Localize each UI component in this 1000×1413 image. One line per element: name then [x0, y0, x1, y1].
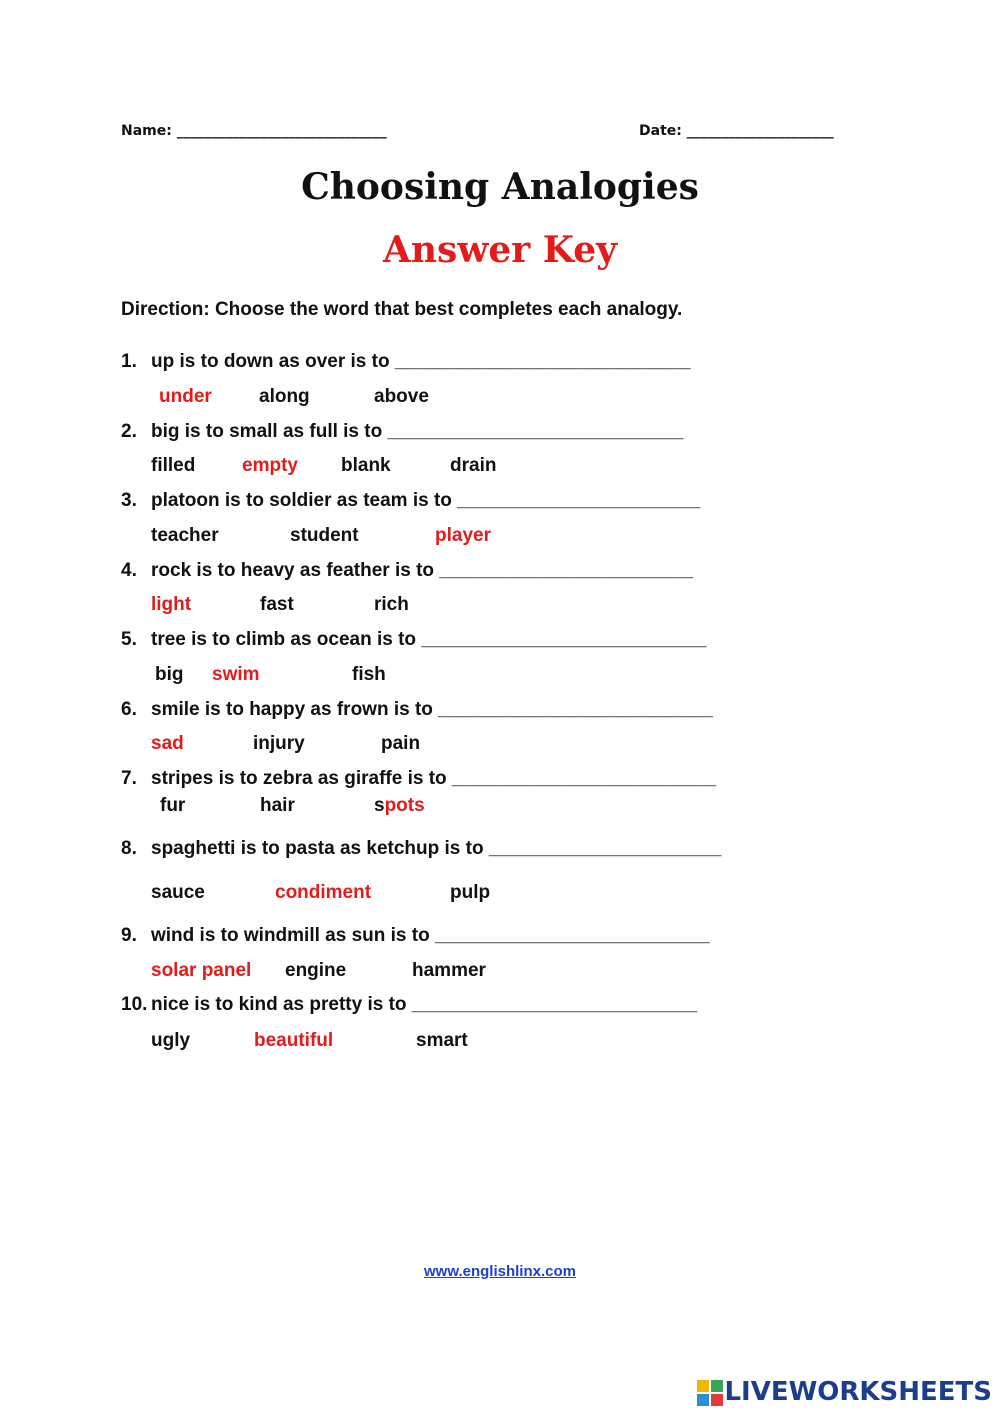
- option: blank: [341, 455, 391, 476]
- option: teacher: [151, 525, 219, 546]
- option: filled: [151, 455, 196, 476]
- name-field-label: Name: ______________________________: [121, 123, 387, 139]
- option: sauce: [151, 882, 205, 903]
- question-stem: stripes is to zebra as giraffe is to _________________________: [151, 768, 717, 789]
- question-number: 9.: [121, 925, 137, 946]
- question-number: 1.: [121, 351, 137, 372]
- option-answer: beautiful: [254, 1030, 334, 1051]
- option: student: [290, 525, 359, 546]
- option: along: [259, 386, 310, 407]
- question-number: 8.: [121, 838, 137, 859]
- option-answer: light: [151, 594, 192, 615]
- option-answer: sad: [151, 733, 184, 754]
- question-number: 3.: [121, 490, 137, 511]
- question-number: 4.: [121, 560, 137, 581]
- option: pulp: [450, 882, 491, 903]
- option-answer: empty: [242, 455, 298, 476]
- page-title: Choosing Analogies: [301, 166, 699, 208]
- page-subtitle: Answer Key: [382, 229, 618, 271]
- liveworksheets-brand[interactable]: LIVEWORKSHEETS: [724, 1377, 992, 1407]
- option-answer: player: [435, 525, 491, 546]
- option-answer: under: [159, 386, 212, 407]
- question-stem: wind is to windmill as sun is to __________________________: [151, 925, 710, 946]
- option: fur: [160, 795, 186, 816]
- question-number: 5.: [121, 629, 137, 650]
- source-link[interactable]: www.englishlinx.com: [424, 1263, 576, 1280]
- option: drain: [450, 455, 497, 476]
- option: engine: [285, 960, 347, 981]
- question-number: 2.: [121, 421, 137, 442]
- option: pain: [381, 733, 421, 754]
- option: smart: [416, 1030, 468, 1051]
- question-stem: big is to small as full is to ____________________________: [151, 421, 684, 442]
- question-stem: spaghetti is to pasta as ketchup is to ______________________: [151, 838, 722, 859]
- direction-text: Direction: Choose the word that best completes each analogy.: [121, 299, 683, 320]
- liveworksheets-logo-icon: [697, 1380, 723, 1406]
- option: hair: [260, 795, 295, 816]
- option-answer: condiment: [275, 882, 372, 903]
- question-stem: rock is to heavy as feather is to ________________________: [151, 560, 693, 581]
- option: hammer: [412, 960, 486, 981]
- question-number: 7.: [121, 768, 137, 789]
- option-answer: solar panel: [151, 960, 252, 981]
- option-answer-prefix-text: s: [374, 795, 385, 816]
- question-stem: platoon is to soldier as team is to _______________________: [151, 490, 701, 511]
- option-answer: pots: [384, 795, 425, 816]
- question-stem: smile is to happy as frown is to __________________________: [151, 699, 713, 720]
- question-stem: nice is to kind as pretty is to ___________________________: [151, 994, 698, 1015]
- date-field-label: Date: _____________________: [639, 123, 834, 139]
- option: fish: [352, 664, 386, 685]
- option: above: [374, 386, 429, 407]
- option: big: [155, 664, 184, 685]
- option-answer: swim: [212, 664, 260, 685]
- option-answer-prefix: [374, 795, 425, 817]
- option: injury: [253, 733, 305, 754]
- question-number: 10.: [121, 994, 148, 1015]
- option: ugly: [151, 1030, 191, 1051]
- option: rich: [374, 594, 409, 615]
- question-number: 6.: [121, 699, 137, 720]
- option: fast: [260, 594, 294, 615]
- question-stem: tree is to climb as ocean is to ___________________________: [151, 629, 707, 650]
- question-stem: up is to down as over is to ____________________________: [151, 351, 691, 372]
